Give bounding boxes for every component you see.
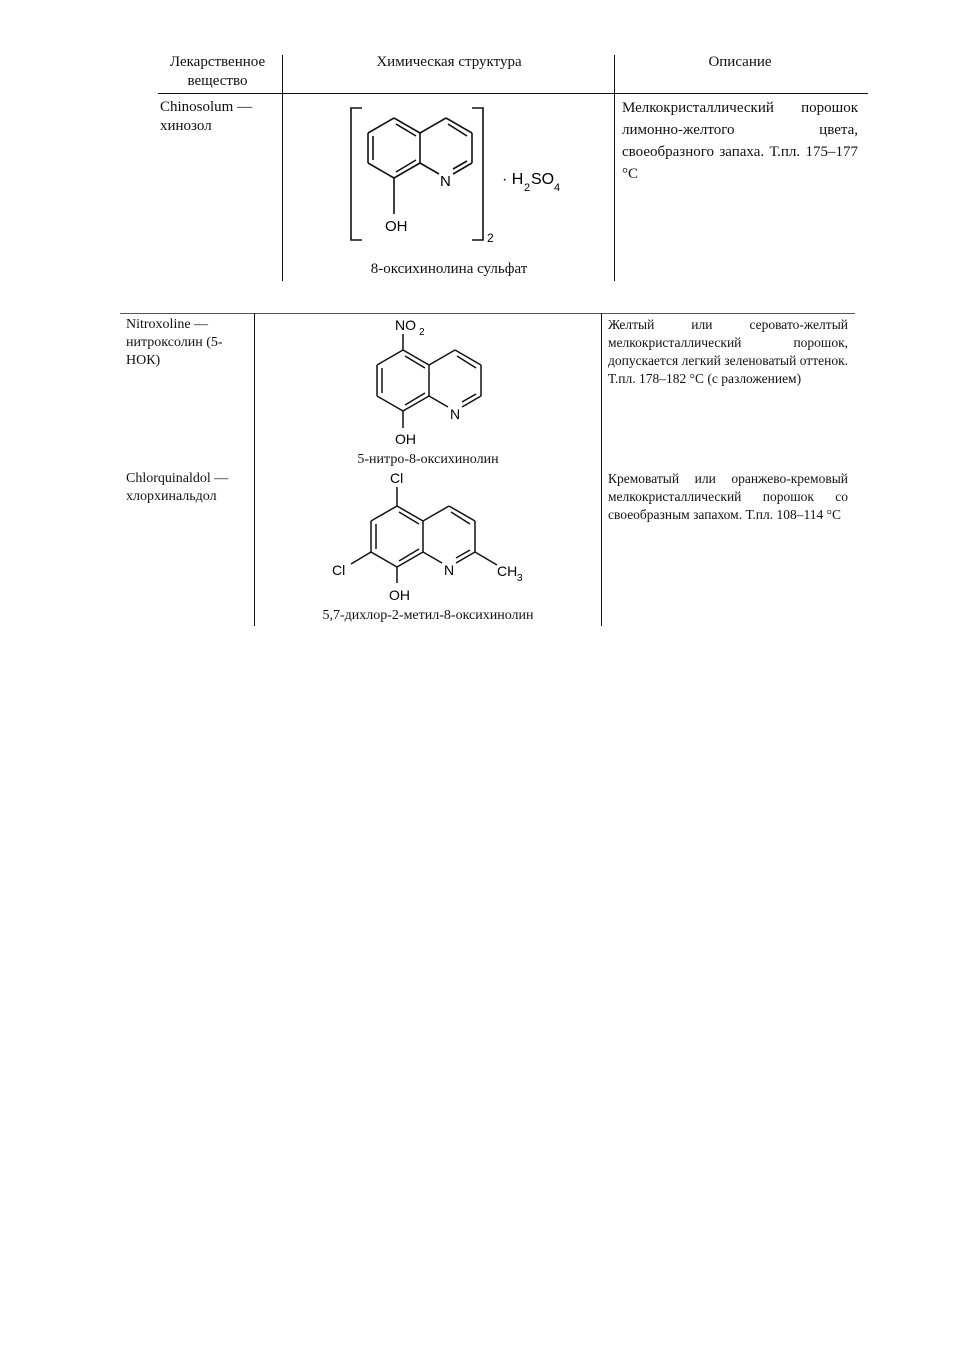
nitrogen-label: N	[444, 562, 455, 578]
chinosol-structure	[340, 100, 580, 250]
header-structure: Химическая структура	[376, 54, 522, 70]
row2-caption: 5-нитро-8-оксихинолин	[357, 452, 499, 467]
row1-description: Мелкокристаллический порошок лимонно-желтого цвета, своеобразного запаха. Т.пл. 175–177 °С	[622, 100, 858, 182]
salt-so-subscript: 4	[554, 182, 561, 194]
table2-divider-2	[601, 313, 602, 626]
nitroxoline-structure	[360, 314, 510, 454]
row3-name: Chlorquinaldol — хлорхинальдол	[126, 471, 229, 504]
table1-divider-1	[282, 55, 283, 281]
row3-caption: 5,7-дихлор-2-метил-8-оксихинолин	[322, 608, 534, 623]
chlorquinaldol-structure	[325, 468, 535, 608]
table1-divider-2	[614, 55, 615, 281]
chloro-top-label: Cl	[390, 470, 404, 486]
row1-name: Chinosolum — хинозол	[160, 99, 253, 134]
hydroxyl-label: OH	[389, 587, 410, 603]
hydroxyl-label: OH	[385, 218, 408, 235]
methyl-label: CH	[497, 563, 518, 579]
nitrogen-label: N	[450, 406, 461, 422]
header-substance: Лекарственное вещество	[169, 54, 266, 89]
header-description: Описание	[708, 54, 772, 70]
quinoline-ring	[368, 118, 472, 214]
row1-caption: 8-оксихинолина сульфат	[370, 261, 528, 277]
salt-h-subscript: 2	[524, 182, 531, 194]
bracket-subscript: 2	[487, 231, 494, 245]
row3-description: Кремоватый или оранжево-кремовый мелкокристаллический порошок со своеобразным запахом. Т.пл. 108–114 °С	[608, 471, 848, 522]
nitro-label: NO	[395, 317, 416, 333]
salt-so-label: SO	[531, 171, 555, 188]
chloro-left-label: Cl	[332, 562, 346, 578]
hydroxyl-label: OH	[395, 431, 416, 447]
table2-divider-1	[254, 313, 255, 626]
quinoline-ring	[377, 334, 481, 428]
table1-header-rule	[158, 93, 868, 94]
row2-name: Nitroxoline — нитроксолин (5-НОК)	[126, 317, 223, 368]
left-bracket	[351, 108, 362, 240]
row2-description: Желтый или серовато-желтый мелкокристаллический порошок, допускается легкий зеленоватый оттенок. Т.пл. 178–182 °С (с разложением)	[608, 317, 848, 386]
right-bracket	[472, 108, 483, 240]
methyl-subscript: 3	[517, 573, 523, 584]
nitrogen-label: N	[440, 173, 451, 190]
quinoline-ring	[351, 487, 497, 583]
salt-h-label: · H	[502, 171, 524, 188]
nitro-subscript: 2	[419, 327, 425, 338]
